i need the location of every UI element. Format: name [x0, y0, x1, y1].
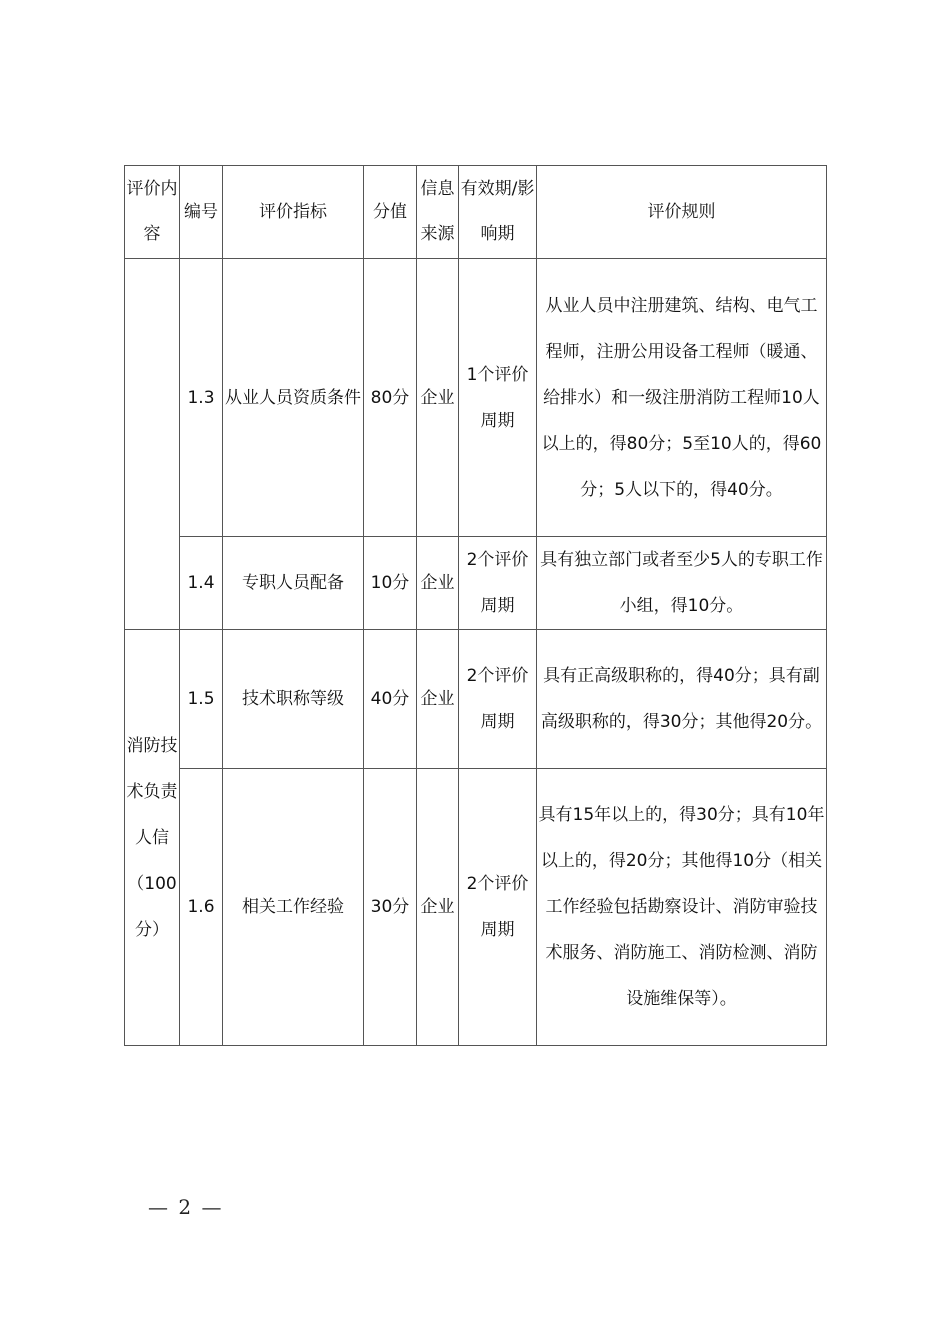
- row-number: 1.3: [180, 259, 223, 537]
- page-number: — 2 —: [148, 1195, 224, 1219]
- header-content: 评价内容: [125, 166, 180, 259]
- header-period: 有效期/影响期: [459, 166, 537, 259]
- evaluation-table: [124, 165, 827, 1046]
- row-source: 企业: [417, 259, 459, 537]
- row-source: 企业: [417, 537, 459, 630]
- row-rule: 具有独立部门或者至少5人的专职工作小组，得10分。: [537, 537, 827, 630]
- row-score: 10分: [364, 537, 417, 630]
- row-score: 30分: [364, 769, 417, 1046]
- header-rule: 评价规则: [537, 166, 827, 259]
- header-indicator: 评价指标: [223, 166, 364, 259]
- row-number: 1.6: [180, 769, 223, 1046]
- header-score: 分值: [364, 166, 417, 259]
- row-rule: 具有正高级职称的，得40分；具有副高级职称的，得30分；其他得20分。: [537, 630, 827, 769]
- row-rule: 从业人员中注册建筑、结构、电气工程师，注册公用设备工程师（暖通、给排水）和一级注册消防工程师10人以上的，得80分；5至10人的，得60分；5人以下的，得40分。: [537, 259, 827, 537]
- row-indicator: 从业人员资质条件: [223, 259, 364, 537]
- row-indicator: 相关工作经验: [223, 769, 364, 1046]
- row-rule: 具有15年以上的，得30分；具有10年以上的，得20分；其他得10分（相关工作经验包括勘察设计、消防审验技术服务、消防施工、消防检测、消防设施维保等）。: [537, 769, 827, 1046]
- content-cell-empty: [125, 259, 180, 630]
- table-row: [125, 537, 827, 630]
- table-row: [125, 259, 827, 537]
- row-number: 1.4: [180, 537, 223, 630]
- row-score: 80分: [364, 259, 417, 537]
- header-source: 信息来源: [417, 166, 459, 259]
- row-period: 1个评价周期: [459, 259, 537, 537]
- row-period: 2个评价周期: [459, 630, 537, 769]
- header-number: 编号: [180, 166, 223, 259]
- row-indicator: 专职人员配备: [223, 537, 364, 630]
- row-score: 40分: [364, 630, 417, 769]
- row-number: 1.5: [180, 630, 223, 769]
- group-label-cell: 消防技术负责人信（100分）: [125, 630, 180, 1046]
- row-period: 2个评价周期: [459, 769, 537, 1046]
- table-header-row: [125, 166, 827, 259]
- table-row: [125, 630, 827, 769]
- row-period: 2个评价周期: [459, 537, 537, 630]
- row-source: 企业: [417, 630, 459, 769]
- table-row: [125, 769, 827, 1046]
- row-indicator: 技术职称等级: [223, 630, 364, 769]
- row-source: 企业: [417, 769, 459, 1046]
